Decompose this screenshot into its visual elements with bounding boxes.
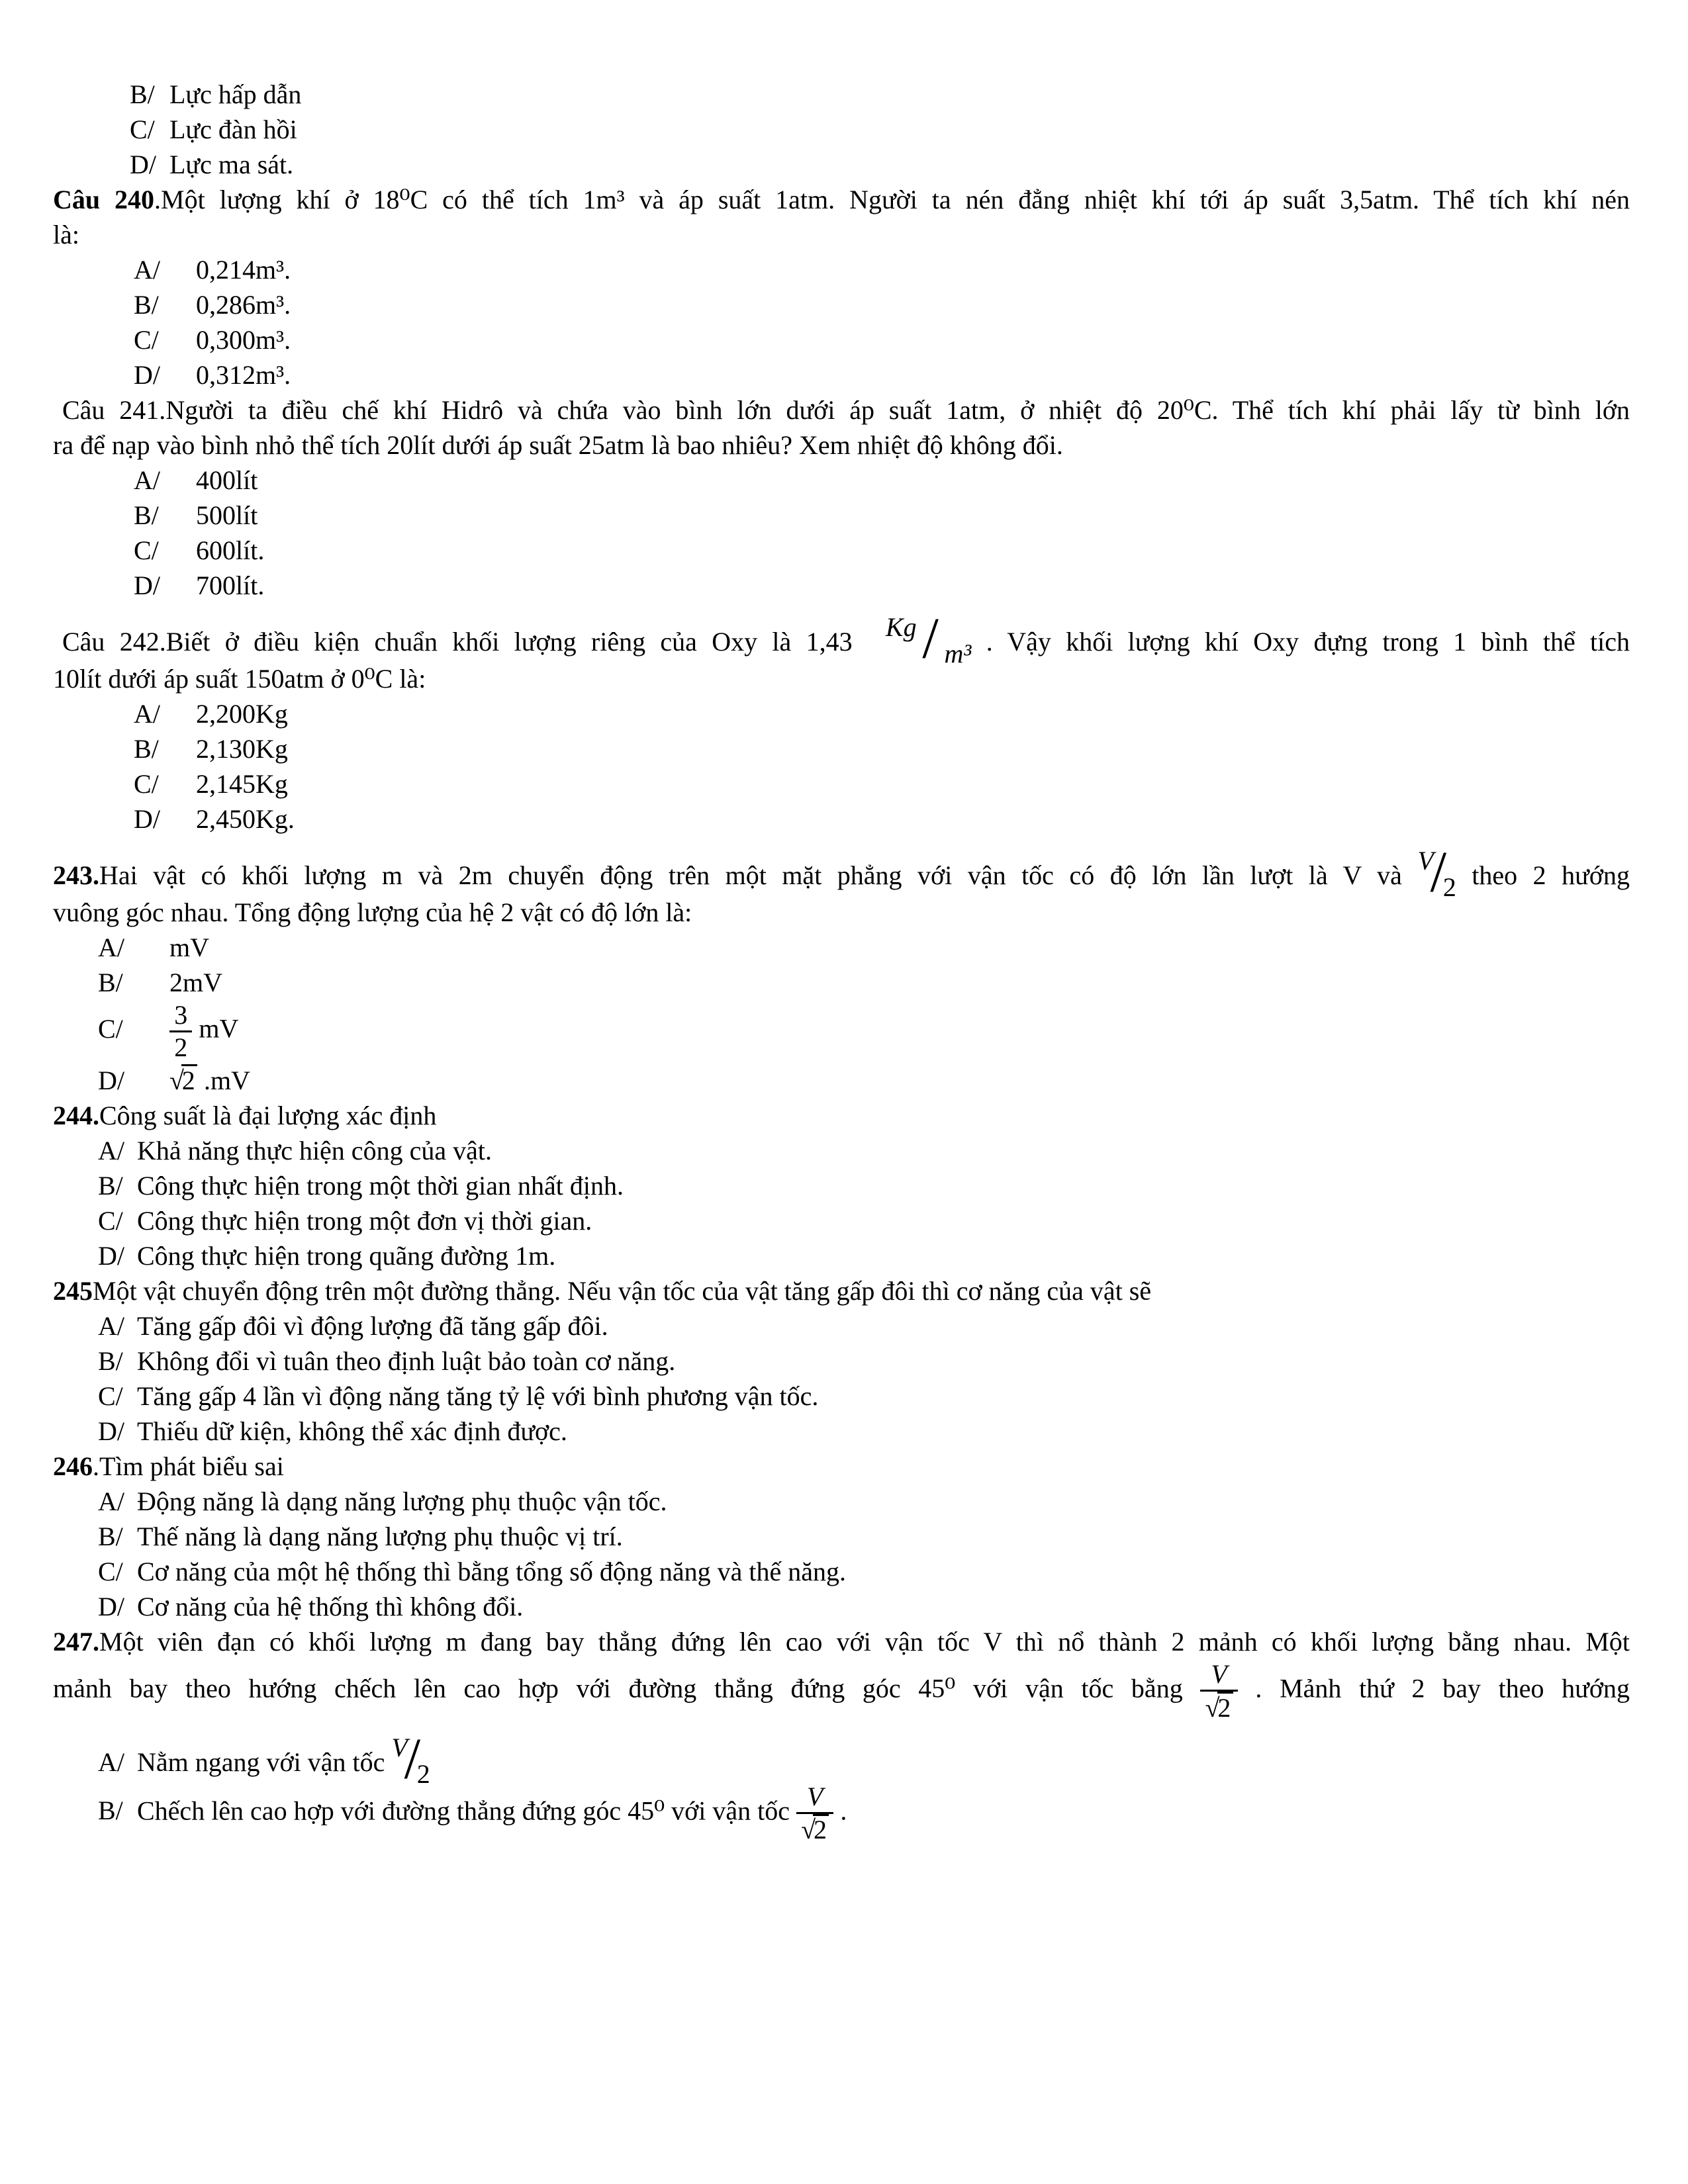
option-letter: D/: [98, 1241, 124, 1271]
option-text: Lực hấp dẫn: [169, 79, 302, 109]
question-246-stem: [53, 1449, 1630, 1484]
fraction-numerator: 3: [174, 1000, 188, 1030]
question-240-stem-line2: là:: [53, 220, 79, 250]
question-244-stem: [53, 1098, 1630, 1133]
option-text: 2,450Kg.: [196, 804, 295, 834]
option-row: [53, 1484, 1630, 1519]
option-row: [53, 1063, 1630, 1098]
option-row: [53, 801, 1630, 837]
option-row: [53, 1554, 1630, 1589]
sqrt-2: [1205, 1692, 1233, 1721]
option-row: [53, 1308, 1630, 1343]
question-241-stem-line2: ra để nạp vào bình nhỏ thể tích 20lít dưới áp suất 25atm là bao nhiêu? Xem nhiệt độ không đổi.: [53, 430, 1063, 460]
option-letter: B/: [98, 1796, 123, 1826]
fraction-numerator: V: [1211, 1659, 1227, 1689]
option-text: Công thực hiện trong một đơn vị thời gian.: [137, 1206, 592, 1236]
option-row: [53, 463, 1630, 498]
option-letter: B/: [98, 1522, 123, 1551]
option-text: 0,214m³.: [196, 255, 291, 285]
question-242-stem-line1: [53, 603, 1630, 671]
option-letter: C/: [134, 535, 159, 565]
option-row: [53, 498, 1630, 533]
radicand: 2: [813, 1814, 829, 1844]
option-letter: A/: [98, 1486, 124, 1516]
option-letter: C/: [134, 325, 159, 355]
question-number: 247.: [53, 1627, 99, 1657]
question-stem-text: theo 2 hướng: [1472, 860, 1630, 890]
option-row: [53, 696, 1630, 731]
question-stem-text: Người ta điều chế khí Hidrô và chứa vào bình lớn dưới áp suất 1atm, ở nhiệt độ 20⁰C. Thể tích khí phải lấy từ bình lớn: [165, 395, 1630, 425]
question-241: [53, 392, 1630, 603]
option-letter: B/: [98, 968, 123, 997]
option-row: [53, 1414, 1630, 1449]
option-row: [53, 1238, 1630, 1273]
option-suffix: .: [840, 1796, 847, 1826]
option-letter: B/: [134, 734, 159, 764]
question-stem-text: Hai vật có khối lượng m và 2m chuyển động trên một mặt phẳng với vận tốc có độ lớn lần lượt là V và: [99, 860, 1402, 890]
option-letter: D/: [98, 1416, 124, 1446]
option-letter: A/: [98, 1747, 124, 1777]
radical-sign: √: [169, 1066, 184, 1095]
option-text: 500lít: [196, 500, 258, 530]
option-text: 2,130Kg: [196, 734, 288, 764]
question-stem-text: . Mảnh thứ 2 bay theo hướng: [1255, 1673, 1630, 1704]
fraction-3-over-2: [169, 1000, 192, 1063]
radicand: 2: [181, 1064, 197, 1094]
fraction-v-over-2: [1417, 837, 1456, 905]
question-stem-text: .Tìm phát biểu sai: [93, 1451, 284, 1481]
option-text: 0,300m³.: [196, 325, 291, 355]
fraction-denominator: [796, 1812, 833, 1846]
option-text: 2mV: [169, 968, 222, 997]
option-row: [53, 322, 1630, 357]
fraction-v-over-sqrt2: [1200, 1659, 1237, 1723]
option-letter: C/: [98, 1206, 123, 1236]
question-244: [53, 1098, 1630, 1273]
option-text: 2,145Kg: [196, 769, 288, 799]
option-row: [53, 1203, 1630, 1238]
question-stem-text: . Vậy khối lượng khí Oxy đựng trong 1 bình thể tích: [986, 627, 1630, 657]
fraction-denominator: [1200, 1690, 1237, 1723]
option-text: Lực đàn hồi: [169, 114, 297, 144]
option-letter: B/: [134, 290, 159, 320]
fraction-denominator: 2: [1442, 872, 1456, 902]
option-letter: C/: [98, 1557, 123, 1586]
option-letter: A/: [134, 255, 160, 285]
option-row: [53, 1168, 1630, 1203]
radicand: 2: [1217, 1692, 1233, 1721]
option-text: 0,286m³.: [196, 290, 291, 320]
question-number: 244.: [53, 1101, 99, 1130]
option-text: 600lít.: [196, 535, 265, 565]
question-stem-text: Công suất là đại lượng xác định: [99, 1101, 437, 1130]
question-number: Câu 240: [53, 185, 155, 214]
option-text: Khả năng thực hiện công của vật.: [137, 1136, 492, 1165]
option-letter: C/: [98, 1381, 123, 1411]
option-text: mV: [169, 933, 209, 962]
option-row: [53, 1782, 1630, 1846]
fraction-numerator: V: [1417, 846, 1434, 876]
option-letter: B/: [134, 500, 159, 530]
intro-option-row: [53, 77, 1630, 112]
question-stem-text: mảnh bay theo hướng chếch lên cao hợp với đường thẳng đứng góc 45⁰ với vận tốc bằng: [53, 1673, 1183, 1704]
option-text: Cơ năng của một hệ thống thì bằng tổng số động năng và thế năng.: [137, 1557, 846, 1586]
question-241-stem-line1: [53, 392, 1630, 428]
option-row: [53, 287, 1630, 322]
fraction-slash: /: [404, 1727, 421, 1792]
option-text: .mV: [203, 1066, 250, 1095]
option-text: Lực ma sát.: [169, 150, 294, 179]
question-stem-text: Biết ở điều kiện chuẩn khối lượng riêng của Oxy là 1,43: [165, 627, 853, 657]
question-stem-text: Một viên đạn có khối lượng m đang bay thẳng đứng lên cao với vận tốc V thì nổ thành 2 mảnh có khối lượng bằng nhau. Một: [99, 1627, 1630, 1657]
option-row: [53, 965, 1630, 1000]
question-stem-text: Một vật chuyển động trên một đường thẳng. Nếu vận tốc của vật tăng gấp đôi thì cơ năng của vật sẽ: [93, 1276, 1152, 1306]
option-text: Thế năng là dạng năng lượng phụ thuộc vị trí.: [137, 1522, 623, 1551]
fraction-slash: /: [1430, 840, 1447, 905]
option-letter: A/: [134, 465, 160, 495]
option-row: [53, 1133, 1630, 1168]
fraction-denominator: m³: [944, 639, 972, 668]
fraction-denominator: 2: [169, 1030, 192, 1063]
option-row: [53, 1343, 1630, 1379]
fraction-v-over-2: [391, 1723, 430, 1792]
option-row: [53, 1379, 1630, 1414]
option-text: 700lít.: [196, 570, 265, 600]
option-letter: B/: [98, 1346, 123, 1376]
option-text: Chếch lên cao hợp với đường thẳng đứng góc 45⁰ với vận tốc: [137, 1796, 790, 1826]
option-letter: B/: [130, 79, 155, 109]
option-letter: A/: [98, 1311, 124, 1341]
option-letter: D/: [134, 804, 160, 834]
option-text: 2,200Kg: [196, 699, 288, 729]
option-row: [53, 252, 1630, 287]
option-letter: C/: [130, 114, 155, 144]
option-text: Công thực hiện trong một thời gian nhất định.: [137, 1171, 624, 1201]
option-row: [53, 533, 1630, 568]
option-text: Động năng là dạng năng lượng phụ thuộc vận tốc.: [137, 1486, 667, 1516]
option-row: [53, 766, 1630, 801]
question-247-stem-line1: [53, 1624, 1630, 1659]
sqrt-2: [169, 1064, 197, 1094]
question-number: Câu 241.: [62, 395, 166, 425]
option-text: Cơ năng của hệ thống thì không đổi.: [137, 1592, 524, 1621]
option-letter: C/: [98, 1013, 123, 1044]
question-243: [53, 837, 1630, 1098]
option-letter: D/: [134, 570, 160, 600]
fraction-slash: /: [922, 606, 939, 671]
option-letter: C/: [134, 769, 159, 799]
sqrt-2: [801, 1814, 829, 1844]
question-number: 246: [53, 1451, 93, 1481]
option-row: [53, 357, 1630, 392]
question-247-stem-line2: [53, 1659, 1630, 1723]
question-246: [53, 1449, 1630, 1624]
option-text: mV: [199, 1013, 239, 1044]
fraction-numerator: Kg: [885, 612, 917, 642]
question-240-stem-line1: [53, 182, 1630, 217]
intro-option-row: [53, 147, 1630, 182]
option-row: [53, 1519, 1630, 1554]
question-243-stem-line2: vuông góc nhau. Tổng động lượng của hệ 2 vật có độ lớn là:: [53, 897, 692, 927]
option-letter: A/: [98, 1136, 124, 1165]
option-text: Không đổi vì tuân theo định luật bảo toàn cơ năng.: [137, 1346, 676, 1376]
option-row: [53, 731, 1630, 766]
question-242-stem-line2: 10lít dưới áp suất 150atm ở 0⁰C là:: [53, 664, 426, 694]
question-247: [53, 1624, 1630, 1845]
question-stem-text: .Một lượng khí ở 18⁰C có thể tích 1m³ và áp suất 1atm. Người ta nén đẳng nhiệt khí tới áp suất 3,5atm. Thể tích khí nén: [154, 185, 1630, 214]
option-letter: B/: [98, 1171, 123, 1201]
intro-option-row: [53, 112, 1630, 147]
fraction-numerator: V: [806, 1781, 823, 1811]
option-text: Tăng gấp 4 lần vì động năng tăng tỷ lệ với bình phương vận tốc.: [137, 1381, 819, 1411]
fraction-denominator: 2: [416, 1758, 430, 1789]
question-245-stem: [53, 1273, 1630, 1308]
option-text: 400lít: [196, 465, 258, 495]
question-243-stem-line1: [53, 837, 1630, 905]
question-number: 243.: [53, 860, 99, 890]
option-letter: D/: [134, 360, 160, 390]
option-letter: D/: [98, 1592, 124, 1621]
question-number: Câu 242.: [62, 627, 166, 657]
question-242: [53, 603, 1630, 837]
option-row: [53, 1589, 1630, 1624]
fraction-kg-per-m3: [867, 603, 972, 671]
option-text: Tăng gấp đôi vì động lượng đã tăng gấp đôi.: [137, 1311, 608, 1341]
option-text: 0,312m³.: [196, 360, 291, 390]
option-letter: D/: [98, 1066, 124, 1095]
question-number: 245: [53, 1276, 93, 1306]
fraction-numerator: V: [391, 1732, 408, 1762]
option-letter: A/: [134, 699, 160, 729]
option-row: [53, 568, 1630, 603]
option-letter: D/: [130, 150, 156, 179]
option-row: [53, 1000, 1630, 1063]
option-row: [53, 1723, 1630, 1792]
radical-sign: √: [801, 1815, 816, 1845]
option-letter: A/: [98, 933, 124, 962]
option-row: [53, 930, 1630, 965]
option-text: Thiếu dữ kiện, không thể xác định được.: [137, 1416, 567, 1446]
question-240: [53, 182, 1630, 392]
option-text: Nằm ngang với vận tốc: [137, 1747, 385, 1777]
option-text: Công thực hiện trong quãng đường 1m.: [137, 1241, 556, 1271]
radical-sign: √: [1205, 1692, 1220, 1723]
question-245: [53, 1273, 1630, 1449]
fraction-v-over-sqrt2: [796, 1782, 833, 1846]
